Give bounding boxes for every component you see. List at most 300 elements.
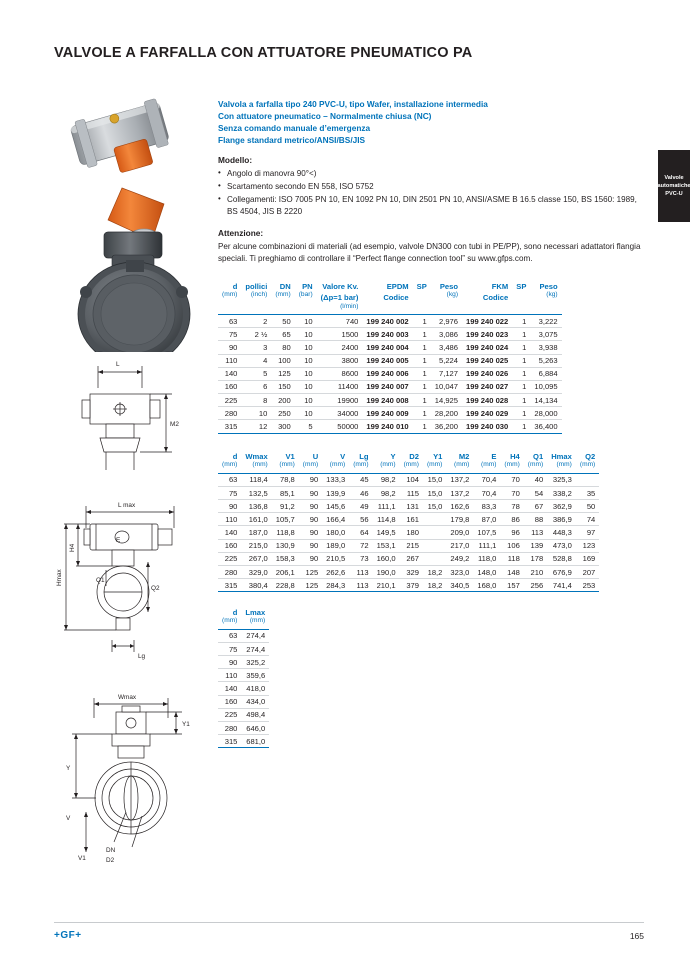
- cell: 207: [576, 566, 599, 579]
- cell-d: 160: [218, 380, 241, 393]
- figure-label-d2: D2: [106, 857, 115, 864]
- table-row: [218, 708, 269, 721]
- cell-pn: 10: [295, 367, 317, 380]
- col-u: U: [312, 452, 319, 461]
- cell-sp2: 1: [512, 420, 530, 433]
- cell-dn: 80: [271, 341, 294, 354]
- footer-page-number: 165: [629, 931, 644, 941]
- cell: 54: [524, 486, 547, 499]
- cell-lmax: 498,4: [241, 708, 269, 721]
- cell-sp2: 1: [512, 407, 530, 420]
- cell: 210,1: [373, 579, 400, 592]
- cell: 179,8: [446, 513, 473, 526]
- unit-y: (mm): [380, 461, 396, 469]
- table-row: [218, 341, 562, 354]
- figure-label-m2: M2: [170, 421, 179, 428]
- cell: [576, 473, 599, 486]
- table-row: [218, 566, 599, 579]
- unit-hmax: (mm): [556, 461, 572, 469]
- cell: [423, 526, 446, 539]
- product-description: [218, 98, 642, 146]
- cell-pn: 5: [295, 420, 317, 433]
- cell: 209,0: [446, 526, 473, 539]
- cell: 130,9: [272, 539, 299, 552]
- footer-logo: +GF+: [54, 930, 82, 941]
- unit-m2: (mm): [454, 461, 470, 469]
- table-subheader-row: [218, 291, 562, 302]
- cell-d: 160: [218, 695, 241, 708]
- cell-pollici: 5: [241, 367, 271, 380]
- table-unit-row: [218, 303, 562, 315]
- cell-peso2: 3,075: [530, 328, 561, 341]
- cell-dn: 125: [271, 367, 294, 380]
- cell: 215,0: [241, 539, 271, 552]
- cell-lmax: 434,0: [241, 695, 269, 708]
- cell: 15,0: [423, 473, 446, 486]
- cell: 180,0: [322, 526, 349, 539]
- table-subheader-row: [218, 461, 599, 473]
- table-row: [218, 552, 599, 565]
- cell: 70: [500, 473, 523, 486]
- cell-fkm-code: 199 240 026: [462, 367, 512, 380]
- cell-peso: 36,200: [431, 420, 462, 433]
- unit-q1: (mm): [527, 461, 544, 469]
- unit-peso-epdm: (kg): [446, 291, 459, 299]
- cell-epdm-code: 199 240 007: [362, 380, 412, 393]
- cell: 72: [349, 539, 372, 552]
- model-bullet-list: [218, 168, 642, 219]
- cell-sp: 1: [413, 328, 431, 341]
- unit-v: (mm): [329, 461, 346, 469]
- cell-peso: 7,127: [431, 367, 462, 380]
- figure-label-v: V: [66, 815, 71, 822]
- unit-fkm: Codice: [482, 293, 509, 303]
- unit-kv: (Δp=1 bar): [320, 293, 359, 303]
- cell-d: 280: [218, 407, 241, 420]
- cell: 340,5: [446, 579, 473, 592]
- cell: 380,4: [241, 579, 271, 592]
- figure-dimension-l-m2: [60, 358, 200, 478]
- cell-d: 90: [218, 341, 241, 354]
- table-row: [218, 394, 562, 407]
- cell: 210,5: [322, 552, 349, 565]
- cell-sp: 1: [413, 314, 431, 327]
- cell: 284,3: [322, 579, 349, 592]
- list-item: • Scartamento secondo EN 558, ISO 5752: [218, 181, 642, 193]
- cell-fkm-code: 199 240 028: [462, 394, 512, 407]
- cell-sp2: 1: [512, 341, 530, 354]
- unit-wmax: (mm): [252, 461, 268, 469]
- cell-d: 110: [218, 354, 241, 367]
- figure-label-wmax: Wmax: [118, 694, 137, 701]
- cell-epdm-code: 199 240 003: [362, 328, 412, 341]
- figure-label-lmax: L max: [118, 502, 136, 509]
- table-header-row: [218, 282, 562, 291]
- table-row: [218, 500, 599, 513]
- cell: 70,4: [473, 486, 500, 499]
- cell-lmax: 274,4: [241, 629, 269, 642]
- cell-epdm-code: 199 240 005: [362, 354, 412, 367]
- cell-sp: 1: [413, 341, 431, 354]
- unit-q2: (mm): [579, 461, 596, 469]
- col-sp-epdm: SP: [416, 282, 427, 291]
- cell-pollici: 3: [241, 341, 271, 354]
- cell-pn: 10: [295, 380, 317, 393]
- cell-peso: 14,925: [431, 394, 462, 407]
- cell-d: 315: [218, 735, 241, 748]
- cell-pn: 10: [295, 407, 317, 420]
- cell-peso: 3,086: [431, 328, 462, 341]
- cell: 145,6: [322, 500, 349, 513]
- figure-label-hmax: Hmax: [56, 569, 63, 586]
- cell: 46: [349, 486, 372, 499]
- cell: 18,2: [423, 579, 446, 592]
- cell-peso: 2,976: [431, 314, 462, 327]
- col-d: d: [232, 608, 238, 617]
- cell-sp: 1: [413, 354, 431, 367]
- cell-sp2: 1: [512, 394, 530, 407]
- figure-label-lg: Lg: [138, 653, 146, 660]
- col-y1: Y1: [433, 452, 443, 461]
- cell: 104: [400, 473, 423, 486]
- cell-dn: 150: [271, 380, 294, 393]
- table-body: [218, 629, 269, 748]
- cell: 139: [524, 539, 547, 552]
- cell-dn: 65: [271, 328, 294, 341]
- col-fkm: FKM: [491, 282, 509, 291]
- table-row: [218, 407, 562, 420]
- cell: 15,0: [423, 486, 446, 499]
- cell-fkm-code: 199 240 024: [462, 341, 512, 354]
- cell-kv: 2400: [317, 341, 363, 354]
- cell: 189,0: [322, 539, 349, 552]
- col-peso-fkm: Peso: [539, 282, 558, 291]
- unit-d: (mm): [222, 291, 238, 299]
- cell: 132,5: [241, 486, 271, 499]
- cell: 50: [576, 500, 599, 513]
- unit-y1: (mm): [426, 461, 443, 469]
- figure-label-h4: H4: [69, 543, 76, 552]
- cell: 323,0: [446, 566, 473, 579]
- cell: 118: [500, 552, 523, 565]
- cell: 280: [218, 566, 241, 579]
- table-row: [218, 314, 562, 327]
- product-description-line-3: Senza comando manuale d’emergenza: [218, 123, 371, 134]
- cell: 78,8: [272, 473, 299, 486]
- col-dn: DN: [279, 282, 291, 291]
- col-d: d: [232, 282, 238, 291]
- cell: [423, 539, 446, 552]
- figure-label-v1: V1: [78, 855, 86, 862]
- cell-dn: 50: [271, 314, 294, 327]
- cell-lmax: 646,0: [241, 722, 269, 735]
- figure-valve-photo: [60, 92, 210, 352]
- cell: 267: [400, 552, 423, 565]
- cell: 166,4: [322, 513, 349, 526]
- cell: 78: [500, 500, 523, 513]
- figure-label-q1: Q1: [96, 577, 105, 584]
- cell: 111,1: [373, 500, 400, 513]
- cell: 63: [218, 473, 241, 486]
- cell: 75: [218, 486, 241, 499]
- cell-dn: 100: [271, 354, 294, 367]
- cell: 73: [349, 552, 372, 565]
- col-kv: Valore Kv.: [322, 282, 359, 291]
- table-row: [218, 513, 599, 526]
- cell-sp2: 1: [512, 380, 530, 393]
- cell: 49: [349, 500, 372, 513]
- cell-pollici: 10: [241, 407, 271, 420]
- unit-epdm: Codice: [383, 293, 409, 303]
- cell: 187,0: [241, 526, 271, 539]
- cell: 329,0: [241, 566, 271, 579]
- cell-fkm-code: 199 240 029: [462, 407, 512, 420]
- cell: 168,0: [473, 579, 500, 592]
- side-tab: [658, 150, 690, 222]
- cell: 85,1: [272, 486, 299, 499]
- cell-fkm-code: 199 240 022: [462, 314, 512, 327]
- cell-pn: 10: [295, 354, 317, 367]
- cell: 90: [299, 486, 322, 499]
- cell: 125: [299, 579, 322, 592]
- col-q2: Q2: [585, 452, 596, 461]
- unit-e: (mm): [481, 461, 497, 469]
- figure-label-q2: Q2: [151, 585, 160, 592]
- cell: 362,9: [547, 500, 576, 513]
- cell: 87,0: [473, 513, 500, 526]
- cell: 114,8: [373, 513, 400, 526]
- cell: 741,4: [547, 579, 576, 592]
- col-wmax: Wmax: [245, 452, 268, 461]
- list-item: • Angolo di manovra 90°<): [218, 168, 642, 180]
- cell-epdm-code: 199 240 004: [362, 341, 412, 354]
- col-epdm: EPDM: [386, 282, 409, 291]
- col-v: V: [340, 452, 346, 461]
- cell: 169: [576, 552, 599, 565]
- cell: 18,2: [423, 566, 446, 579]
- cell-peso2: 5,263: [530, 354, 561, 367]
- cell-sp: 1: [413, 407, 431, 420]
- cell: 178: [524, 552, 547, 565]
- cell-pollici: 4: [241, 354, 271, 367]
- list-item: • Collegamenti: ISO 7005 PN 10, EN 1092 PN 10, DIN 2501 PN 10, ANSI/ASME B 16.5 classe 150, BS 1560: 1989, BS 4504, JIS B 2220: [218, 194, 642, 218]
- cell-pollici: 8: [241, 394, 271, 407]
- cell-lmax: 418,0: [241, 682, 269, 695]
- table-body: [218, 473, 599, 592]
- table-row: [218, 328, 562, 341]
- cell: 74: [576, 513, 599, 526]
- table-row: [218, 539, 599, 552]
- col-y: Y: [390, 452, 396, 461]
- cell-d: 63: [218, 314, 241, 327]
- cell: 118,8: [272, 526, 299, 539]
- cell-peso: 3,486: [431, 341, 462, 354]
- cell: 91,2: [272, 500, 299, 513]
- cell: 98,2: [373, 473, 400, 486]
- cell: 118,0: [473, 552, 500, 565]
- cell-d: 75: [218, 642, 241, 655]
- cell: 528,8: [547, 552, 576, 565]
- cell: 148: [500, 566, 523, 579]
- cell: 228,8: [272, 579, 299, 592]
- cell-peso2: 3,222: [530, 314, 561, 327]
- cell-epdm-code: 199 240 008: [362, 394, 412, 407]
- cell-epdm-code: 199 240 010: [362, 420, 412, 433]
- table-row: [218, 722, 269, 735]
- cell-d: 75: [218, 328, 241, 341]
- cell: 90: [299, 552, 322, 565]
- footer-divider: [54, 922, 644, 923]
- model-heading: Modello:: [218, 155, 253, 166]
- table-codes: [218, 282, 562, 434]
- cell: 149,5: [373, 526, 400, 539]
- cell: 123: [576, 539, 599, 552]
- cell-sp: 1: [413, 380, 431, 393]
- cell: 262,6: [322, 566, 349, 579]
- cell-dn: 300: [271, 420, 294, 433]
- cell: 162,6: [446, 500, 473, 513]
- cell-pollici: 2 ½: [241, 328, 271, 341]
- cell: 70,4: [473, 473, 500, 486]
- cell: 70: [500, 486, 523, 499]
- cell-d: 315: [218, 420, 241, 433]
- cell-peso: 10,047: [431, 380, 462, 393]
- table-row: [218, 579, 599, 592]
- unit-d: (mm): [222, 617, 238, 625]
- side-tab-label: Valvole automatiche PVC-U: [657, 174, 690, 198]
- cell: 90: [299, 513, 322, 526]
- cell-peso2: 6,884: [530, 367, 561, 380]
- cell-d: 140: [218, 367, 241, 380]
- cell-kv: 19900: [317, 394, 363, 407]
- cell-kv: 1500: [317, 328, 363, 341]
- col-d: d: [232, 452, 238, 461]
- cell-d: 280: [218, 722, 241, 735]
- cell: 111,1: [473, 539, 500, 552]
- table-header-row: [218, 608, 269, 617]
- cell: 106: [500, 539, 523, 552]
- cell: 98,2: [373, 486, 400, 499]
- cell-sp: 1: [413, 394, 431, 407]
- table-row: [218, 656, 269, 669]
- cell: 249,2: [446, 552, 473, 565]
- cell-kv: 3800: [317, 354, 363, 367]
- cell-lmax: 325,2: [241, 656, 269, 669]
- table-row: [218, 642, 269, 655]
- cell-d: 90: [218, 656, 241, 669]
- col-pn: PN: [302, 282, 313, 291]
- cell: 158,3: [272, 552, 299, 565]
- unit-sp-fkm: [512, 291, 530, 302]
- cell: 379: [400, 579, 423, 592]
- cell: 40: [524, 473, 547, 486]
- cell-d: 225: [218, 394, 241, 407]
- cell: 90: [299, 539, 322, 552]
- cell: 118,4: [241, 473, 271, 486]
- cell-kv: 50000: [317, 420, 363, 433]
- col-sp-fkm: SP: [516, 282, 527, 291]
- cell-epdm-code: 199 240 006: [362, 367, 412, 380]
- figure-label-y: Y: [66, 765, 71, 772]
- table-row: [218, 695, 269, 708]
- cell: 473,0: [547, 539, 576, 552]
- cell-kv: 34000: [317, 407, 363, 420]
- cell: 161: [400, 513, 423, 526]
- cell: 90: [299, 473, 322, 486]
- cell-fkm-code: 199 240 027: [462, 380, 512, 393]
- page-title: VALVOLE A FARFALLA CON ATTUATORE PNEUMATICO PA: [54, 45, 473, 61]
- cell-lmax: 359,6: [241, 669, 269, 682]
- unit-sp-epdm: [413, 291, 431, 302]
- unit-d2: (mm): [403, 461, 419, 469]
- product-description-line-4: Flange standard metrico/ANSI/BS/JIS: [218, 135, 366, 146]
- cell: 253: [576, 579, 599, 592]
- table-row: [218, 354, 562, 367]
- cell-peso: 5,224: [431, 354, 462, 367]
- attention-text: Per alcune combinazioni di materiali (ad esempio, valvole DN300 con tubi in PE/PP), sono necessari adattatori flangia speciali. Ti preghiamo di controllare il “Perfect flange connection tool” su www.gfps.com.: [218, 241, 641, 263]
- cell-fkm-code: 199 240 023: [462, 328, 512, 341]
- cell: 153,1: [373, 539, 400, 552]
- cell: 160: [218, 539, 241, 552]
- product-description-line-2: Con attuatore pneumatico – Normalmente chiusa (NC): [218, 111, 432, 122]
- table-subheader-row: [218, 617, 269, 629]
- cell: 125: [299, 566, 322, 579]
- cell-peso2: 3,938: [530, 341, 561, 354]
- cell-fkm-code: 199 240 030: [462, 420, 512, 433]
- unit-pollici: (inch): [250, 291, 268, 299]
- cell: 161,0: [241, 513, 271, 526]
- cell-sp: 1: [413, 420, 431, 433]
- cell-lmax: 274,4: [241, 642, 269, 655]
- cell: 325,3: [547, 473, 576, 486]
- cell-sp: 1: [413, 367, 431, 380]
- table-row: [218, 420, 562, 433]
- cell: 136,8: [241, 500, 271, 513]
- cell-kv: 11400: [317, 380, 363, 393]
- cell-lmax: 681,0: [241, 735, 269, 748]
- cell-peso2: 10,095: [530, 380, 561, 393]
- cell: 190,0: [373, 566, 400, 579]
- cell: 157: [500, 579, 523, 592]
- cell-kv: 8600: [317, 367, 363, 380]
- cell-pn: 10: [295, 341, 317, 354]
- cell-d: 63: [218, 629, 241, 642]
- cell-sp2: 1: [512, 367, 530, 380]
- cell-dn: 250: [271, 407, 294, 420]
- cell: 45: [349, 473, 372, 486]
- cell: 96: [500, 526, 523, 539]
- cell: 90: [299, 526, 322, 539]
- cell: 210: [524, 566, 547, 579]
- cell-kv: 740: [317, 314, 363, 327]
- cell: [423, 513, 446, 526]
- cell: 448,3: [547, 526, 576, 539]
- cell: 148,0: [473, 566, 500, 579]
- cell-d: 225: [218, 708, 241, 721]
- cell: 139,9: [322, 486, 349, 499]
- cell: 225: [218, 552, 241, 565]
- unit-lmax: (mm): [249, 617, 266, 625]
- col-q1: Q1: [533, 452, 544, 461]
- cell-d: 140: [218, 682, 241, 695]
- unit-kv-lmin: (l/min): [340, 302, 359, 310]
- cell: 83,3: [473, 500, 500, 513]
- col-pollici: pollici: [245, 282, 268, 291]
- table-row: [218, 526, 599, 539]
- cell: 329: [400, 566, 423, 579]
- cell: 256: [524, 579, 547, 592]
- col-lmax: Lmax: [245, 608, 266, 617]
